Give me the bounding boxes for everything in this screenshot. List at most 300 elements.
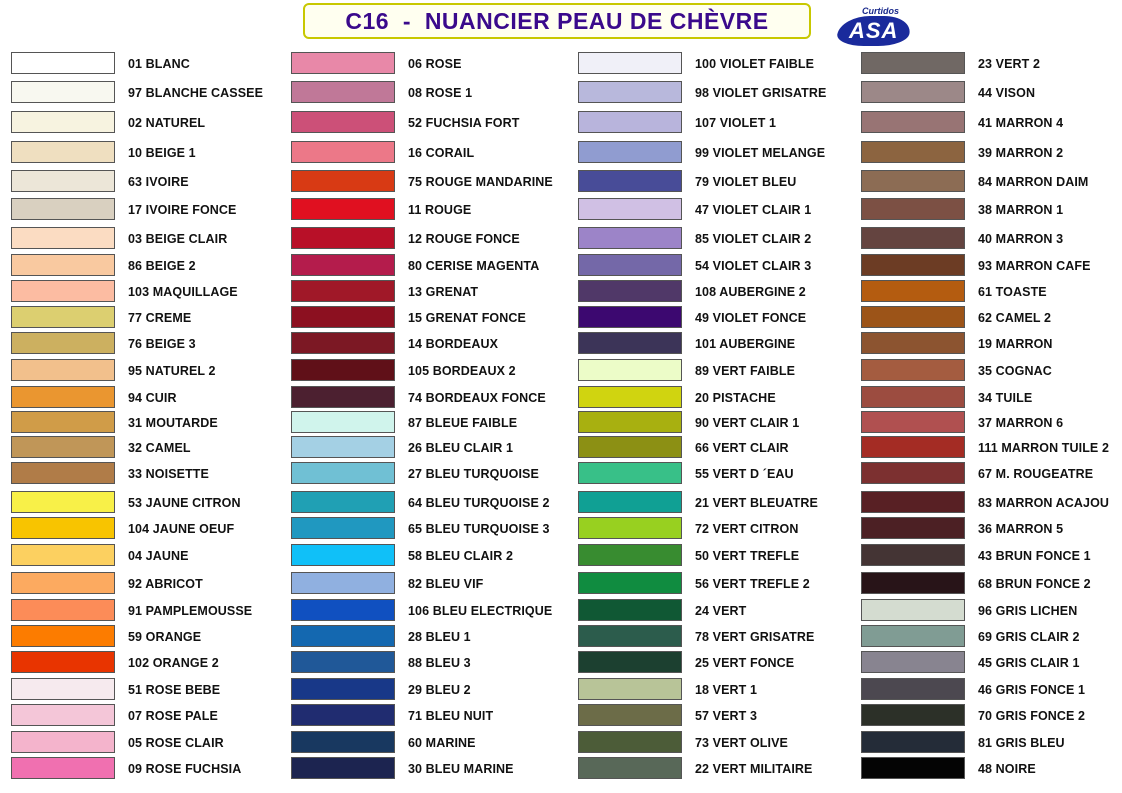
color-label: 92 ABRICOT <box>128 577 203 591</box>
color-swatch <box>11 757 115 779</box>
color-label: 59 ORANGE <box>128 630 202 644</box>
color-swatch-item <box>578 306 858 330</box>
color-label: 68 BRUN FONCE 2 <box>978 577 1091 591</box>
color-swatch-item <box>11 462 291 486</box>
color-swatch-item <box>861 198 1122 222</box>
color-swatch-item <box>861 306 1122 330</box>
color-label: 72 VERT CITRON <box>695 522 799 536</box>
color-swatch <box>578 227 682 249</box>
color-swatch-item <box>291 436 571 460</box>
color-swatch <box>578 704 682 726</box>
color-label: 55 VERT D ´EAU <box>695 467 794 481</box>
color-swatch <box>861 599 965 621</box>
color-swatch <box>11 280 115 302</box>
color-swatch <box>861 462 965 484</box>
color-label: 80 CERISE MAGENTA <box>408 259 540 273</box>
color-swatch <box>11 111 115 133</box>
color-swatch <box>861 517 965 539</box>
color-swatch-item <box>861 81 1122 105</box>
color-swatch-item <box>578 572 858 596</box>
color-label: 40 MARRON 3 <box>978 232 1064 246</box>
color-label: 50 VERT TREFLE <box>695 549 800 563</box>
color-swatch <box>861 731 965 753</box>
color-swatch <box>291 599 395 621</box>
color-label: 38 MARRON 1 <box>978 203 1064 217</box>
color-swatch-item <box>11 141 291 165</box>
color-swatch-item <box>11 111 291 135</box>
color-label: 100 VIOLET FAIBLE <box>695 57 815 71</box>
color-swatch-item <box>861 280 1122 304</box>
color-swatch-item <box>291 280 571 304</box>
color-swatch <box>861 625 965 647</box>
color-label: 69 GRIS CLAIR 2 <box>978 630 1080 644</box>
color-label: 103 MAQUILLAGE <box>128 285 238 299</box>
color-swatch <box>11 52 115 74</box>
color-swatch-item <box>861 254 1122 278</box>
color-label: 47 VIOLET CLAIR 1 <box>695 203 812 217</box>
color-label: 36 MARRON 5 <box>978 522 1064 536</box>
color-swatch-item <box>578 386 858 410</box>
color-label: 22 VERT MILITAIRE <box>695 762 813 776</box>
color-swatch <box>291 141 395 163</box>
color-swatch-item <box>578 280 858 304</box>
color-swatch-item <box>861 52 1122 76</box>
color-swatch-item <box>578 651 858 675</box>
color-swatch-item <box>578 359 858 383</box>
color-swatch <box>11 625 115 647</box>
color-swatch <box>578 678 682 700</box>
color-swatch <box>11 386 115 408</box>
color-swatch-item <box>11 411 291 435</box>
color-swatch <box>11 170 115 192</box>
color-label: 107 VIOLET 1 <box>695 116 777 130</box>
color-swatch-item <box>578 170 858 194</box>
color-label: 54 VIOLET CLAIR 3 <box>695 259 812 273</box>
color-swatch-item <box>11 306 291 330</box>
color-swatch <box>291 227 395 249</box>
color-swatch-item <box>291 491 571 515</box>
color-label: 85 VIOLET CLAIR 2 <box>695 232 812 246</box>
color-swatch <box>861 254 965 276</box>
color-swatch <box>291 111 395 133</box>
color-label: 79 VIOLET BLEU <box>695 175 797 189</box>
color-label: 60 MARINE <box>408 736 476 750</box>
color-swatch-item <box>578 517 858 541</box>
color-swatch-item <box>11 170 291 194</box>
color-label: 63 IVOIRE <box>128 175 189 189</box>
color-label: 73 VERT OLIVE <box>695 736 788 750</box>
color-swatch-item <box>578 731 858 755</box>
color-swatch-item <box>291 517 571 541</box>
color-swatch-item <box>861 599 1122 623</box>
color-label: 05 ROSE CLAIR <box>128 736 224 750</box>
color-label: 94 CUIR <box>128 391 177 405</box>
color-label: 45 GRIS CLAIR 1 <box>978 656 1080 670</box>
color-swatch-item <box>578 81 858 105</box>
color-label: 82 BLEU VIF <box>408 577 484 591</box>
color-swatch-item <box>291 757 571 781</box>
color-label: 13 GRENAT <box>408 285 479 299</box>
color-label: 28 BLEU 1 <box>408 630 471 644</box>
color-swatch <box>861 678 965 700</box>
color-swatch-item <box>291 52 571 76</box>
color-swatch <box>291 386 395 408</box>
color-swatch-item <box>578 227 858 251</box>
color-label: 91 PAMPLEMOUSSE <box>128 604 253 618</box>
color-swatch-item <box>291 704 571 728</box>
color-swatch-item <box>291 111 571 135</box>
color-swatch-item <box>291 386 571 410</box>
color-label: 32 CAMEL <box>128 441 191 455</box>
color-label: 95 NATUREL 2 <box>128 364 216 378</box>
color-swatch-item <box>861 170 1122 194</box>
color-swatch-item <box>291 678 571 702</box>
color-label: 56 VERT TREFLE 2 <box>695 577 810 591</box>
color-swatch-item <box>11 198 291 222</box>
color-swatch <box>11 462 115 484</box>
color-swatch <box>578 411 682 433</box>
color-swatch-item <box>291 651 571 675</box>
color-label: 48 NOIRE <box>978 762 1036 776</box>
color-label: 14 BORDEAUX <box>408 337 499 351</box>
color-label: 88 BLEU 3 <box>408 656 471 670</box>
color-swatch <box>861 332 965 354</box>
color-swatch <box>11 306 115 328</box>
color-swatch <box>11 141 115 163</box>
color-swatch <box>291 332 395 354</box>
color-swatch <box>291 517 395 539</box>
color-swatch <box>578 52 682 74</box>
color-swatch-item <box>578 544 858 568</box>
brand-logo <box>838 6 912 48</box>
color-swatch-item <box>291 254 571 278</box>
color-swatch <box>861 757 965 779</box>
color-swatch <box>578 491 682 513</box>
color-swatch-item <box>11 731 291 755</box>
color-label: 53 JAUNE CITRON <box>128 496 241 510</box>
color-swatch-item <box>578 332 858 356</box>
color-swatch-item <box>861 651 1122 675</box>
color-swatch <box>578 141 682 163</box>
color-swatch-item <box>291 599 571 623</box>
color-swatch <box>11 572 115 594</box>
color-swatch-item <box>861 111 1122 135</box>
color-swatch-item <box>291 198 571 222</box>
color-swatch <box>861 81 965 103</box>
logo-text: ASA <box>849 18 899 43</box>
color-label: 07 ROSE PALE <box>128 709 218 723</box>
color-label: 84 MARRON DAIM <box>978 175 1089 189</box>
color-swatch <box>291 572 395 594</box>
color-label: 102 ORANGE 2 <box>128 656 219 670</box>
color-swatch <box>11 599 115 621</box>
color-label: 52 FUCHSIA FORT <box>408 116 520 130</box>
color-swatch-item <box>11 436 291 460</box>
color-label: 96 GRIS LICHEN <box>978 604 1078 618</box>
color-swatch <box>578 731 682 753</box>
color-label: 20 PISTACHE <box>695 391 776 405</box>
color-swatch-item <box>291 731 571 755</box>
color-swatch <box>861 170 965 192</box>
color-swatch-item <box>861 141 1122 165</box>
color-label: 67 M. ROUGEATRE <box>978 467 1094 481</box>
color-label: 23 VERT 2 <box>978 57 1041 71</box>
color-swatch-item <box>11 52 291 76</box>
color-swatch <box>291 359 395 381</box>
color-swatch <box>291 254 395 276</box>
color-swatch-item <box>11 678 291 702</box>
color-swatch-item <box>578 411 858 435</box>
color-swatch <box>11 332 115 354</box>
color-swatch <box>11 651 115 673</box>
color-swatch-item <box>291 306 571 330</box>
color-swatch <box>291 306 395 328</box>
color-label: 90 VERT CLAIR 1 <box>695 416 800 430</box>
color-swatch <box>291 731 395 753</box>
color-label: 27 BLEU TURQUOISE <box>408 467 539 481</box>
color-swatch-item <box>11 757 291 781</box>
color-swatch-item <box>861 517 1122 541</box>
color-swatch <box>291 544 395 566</box>
color-swatch <box>11 81 115 103</box>
color-label: 41 MARRON 4 <box>978 116 1064 130</box>
logo-badge <box>835 16 913 46</box>
color-label: 77 CREME <box>128 311 192 325</box>
color-label: 98 VIOLET GRISATRE <box>695 86 827 100</box>
color-swatch <box>861 306 965 328</box>
color-swatch <box>861 411 965 433</box>
color-label: 101 AUBERGINE <box>695 337 796 351</box>
color-label: 16 CORAIL <box>408 146 475 160</box>
color-swatch-item <box>11 544 291 568</box>
color-label: 37 MARRON 6 <box>978 416 1064 430</box>
color-swatch-item <box>11 599 291 623</box>
color-swatch <box>11 436 115 458</box>
color-label: 65 BLEU TURQUOISE 3 <box>408 522 550 536</box>
color-swatch-item <box>578 254 858 278</box>
color-label: 30 BLEU MARINE <box>408 762 514 776</box>
color-swatch-item <box>861 411 1122 435</box>
color-label: 58 BLEU CLAIR 2 <box>408 549 513 563</box>
color-label: 02 NATUREL <box>128 116 206 130</box>
color-label: 11 ROUGE <box>408 203 472 217</box>
color-swatch-item <box>861 462 1122 486</box>
color-label: 70 GRIS FONCE 2 <box>978 709 1086 723</box>
color-label: 97 BLANCHE CASSEE <box>128 86 264 100</box>
color-swatch-item <box>861 757 1122 781</box>
color-swatch-item <box>861 731 1122 755</box>
color-swatch <box>11 198 115 220</box>
color-label: 86 BEIGE 2 <box>128 259 196 273</box>
color-swatch-item <box>11 81 291 105</box>
color-label: 81 GRIS BLEU <box>978 736 1065 750</box>
color-swatch <box>291 678 395 700</box>
color-label: 62 CAMEL 2 <box>978 311 1052 325</box>
color-swatch-item <box>578 704 858 728</box>
color-swatch <box>291 462 395 484</box>
color-label: 111 MARRON TUILE 2 <box>978 441 1109 455</box>
color-label: 21 VERT BLEUATRE <box>695 496 818 510</box>
color-label: 15 GRENAT FONCE <box>408 311 526 325</box>
color-swatch-item <box>291 625 571 649</box>
color-swatch <box>291 491 395 513</box>
color-swatch-item <box>861 436 1122 460</box>
color-swatch-item <box>578 757 858 781</box>
color-label: 03 BEIGE CLAIR <box>128 232 228 246</box>
color-swatch <box>291 52 395 74</box>
color-swatch-item <box>861 386 1122 410</box>
color-label: 78 VERT GRISATRE <box>695 630 815 644</box>
color-label: 57 VERT 3 <box>695 709 758 723</box>
color-swatch <box>861 544 965 566</box>
color-swatch <box>11 731 115 753</box>
color-swatch <box>11 544 115 566</box>
color-label: 76 BEIGE 3 <box>128 337 196 351</box>
color-swatch-item <box>291 141 571 165</box>
color-swatch <box>578 436 682 458</box>
color-swatch <box>578 651 682 673</box>
color-swatch <box>578 198 682 220</box>
color-swatch <box>861 572 965 594</box>
color-swatch-item <box>861 544 1122 568</box>
color-swatch-item <box>861 491 1122 515</box>
color-label: 26 BLEU CLAIR 1 <box>408 441 513 455</box>
color-swatch-item <box>578 198 858 222</box>
color-label: 71 BLEU NUIT <box>408 709 494 723</box>
logo-caption: Curtidos <box>862 6 899 16</box>
color-swatch <box>578 386 682 408</box>
color-label: 04 JAUNE <box>128 549 189 563</box>
color-swatch-item <box>291 359 571 383</box>
color-swatch <box>861 52 965 74</box>
color-swatch <box>291 625 395 647</box>
page-title: C16 - NUANCIER PEAU DE CHÈVRE <box>345 7 769 34</box>
color-label: 93 MARRON CAFE <box>978 259 1091 273</box>
color-swatch <box>578 572 682 594</box>
color-label: 105 BORDEAUX 2 <box>408 364 516 378</box>
color-swatch <box>11 704 115 726</box>
color-label: 34 TUILE <box>978 391 1033 405</box>
color-swatch <box>291 280 395 302</box>
color-swatch-item <box>291 544 571 568</box>
color-swatch <box>578 306 682 328</box>
color-swatch <box>291 170 395 192</box>
color-swatch <box>11 411 115 433</box>
color-swatch-item <box>11 332 291 356</box>
color-swatch <box>578 359 682 381</box>
color-swatch <box>578 757 682 779</box>
color-swatch-item <box>578 491 858 515</box>
color-swatch-item <box>861 704 1122 728</box>
color-swatch-item <box>861 359 1122 383</box>
color-swatch <box>291 757 395 779</box>
color-swatch <box>578 332 682 354</box>
color-swatch-item <box>11 359 291 383</box>
color-label: 44 VISON <box>978 86 1036 100</box>
color-label: 108 AUBERGINE 2 <box>695 285 806 299</box>
color-label: 99 VIOLET MELANGE <box>695 146 826 160</box>
color-swatch-item <box>578 436 858 460</box>
color-swatch <box>291 198 395 220</box>
color-swatch <box>578 599 682 621</box>
color-label: 74 BORDEAUX FONCE <box>408 391 546 405</box>
color-swatch-item <box>11 491 291 515</box>
color-swatch-item <box>291 81 571 105</box>
color-label: 08 ROSE 1 <box>408 86 473 100</box>
color-swatch <box>578 254 682 276</box>
color-swatch <box>861 436 965 458</box>
color-label: 06 ROSE <box>408 57 462 71</box>
color-label: 64 BLEU TURQUOISE 2 <box>408 496 550 510</box>
color-swatch-item <box>291 462 571 486</box>
color-swatch <box>11 678 115 700</box>
color-swatch <box>291 436 395 458</box>
color-swatch <box>861 359 965 381</box>
color-label: 49 VIOLET FONCE <box>695 311 807 325</box>
color-swatch <box>861 227 965 249</box>
color-swatch <box>291 704 395 726</box>
color-swatch-item <box>11 704 291 728</box>
color-swatch <box>11 491 115 513</box>
color-swatch-item <box>861 227 1122 251</box>
color-label: 17 IVOIRE FONCE <box>128 203 237 217</box>
color-swatch-item <box>291 227 571 251</box>
color-swatch <box>861 386 965 408</box>
color-swatch-item <box>578 111 858 135</box>
color-swatch-item <box>578 678 858 702</box>
color-label: 43 BRUN FONCE 1 <box>978 549 1091 563</box>
color-swatch <box>578 544 682 566</box>
color-swatch-item <box>11 227 291 251</box>
color-label: 106 BLEU ELECTRIQUE <box>408 604 553 618</box>
color-swatch <box>861 198 965 220</box>
color-swatch-item <box>578 462 858 486</box>
color-swatch-item <box>291 332 571 356</box>
color-swatch-item <box>291 170 571 194</box>
color-label: 66 VERT CLAIR <box>695 441 789 455</box>
color-swatch <box>578 462 682 484</box>
color-swatch <box>11 227 115 249</box>
color-label: 39 MARRON 2 <box>978 146 1064 160</box>
color-swatch <box>578 625 682 647</box>
color-label: 12 ROUGE FONCE <box>408 232 520 246</box>
color-swatch-item <box>291 572 571 596</box>
color-swatch-item <box>11 572 291 596</box>
color-label: 18 VERT 1 <box>695 683 758 697</box>
color-swatch-item <box>11 280 291 304</box>
color-swatch-item <box>578 141 858 165</box>
color-swatch <box>578 111 682 133</box>
color-swatch <box>861 141 965 163</box>
color-swatch-item <box>11 254 291 278</box>
color-label: 51 ROSE BEBE <box>128 683 221 697</box>
color-swatch-item <box>578 599 858 623</box>
color-label: 09 ROSE FUCHSIA <box>128 762 242 776</box>
color-swatch-item <box>11 625 291 649</box>
color-swatch-item <box>11 517 291 541</box>
color-swatch <box>291 411 395 433</box>
color-label: 89 VERT FAIBLE <box>695 364 796 378</box>
color-label: 33 NOISETTE <box>128 467 209 481</box>
color-label: 87 BLEUE FAIBLE <box>408 416 518 430</box>
color-swatch <box>578 81 682 103</box>
color-swatch <box>291 651 395 673</box>
color-label: 46 GRIS FONCE 1 <box>978 683 1086 697</box>
color-swatch <box>861 651 965 673</box>
color-swatch <box>11 254 115 276</box>
color-swatch-item <box>861 332 1122 356</box>
color-label: 10 BEIGE 1 <box>128 146 196 160</box>
